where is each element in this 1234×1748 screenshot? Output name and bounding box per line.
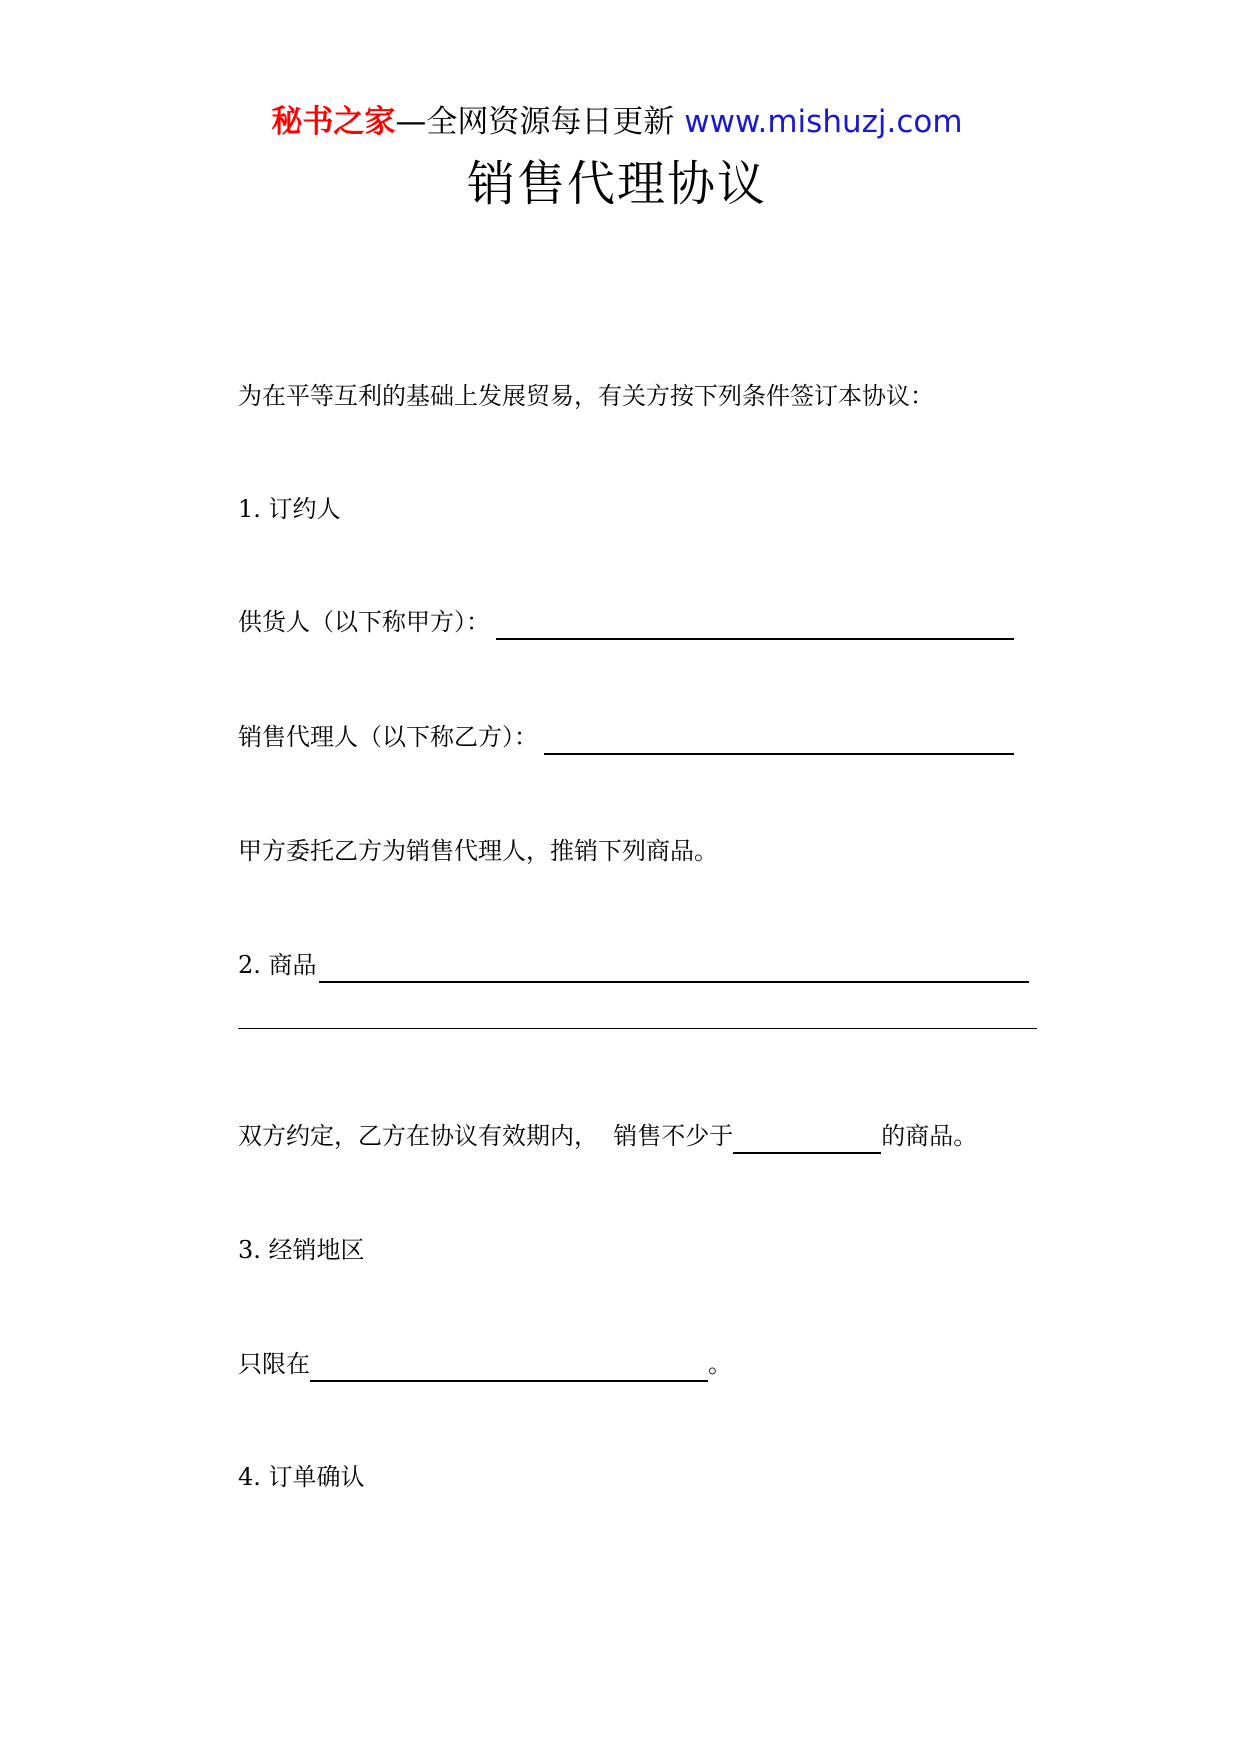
sales-quantity-blank-field[interactable]: [733, 1122, 881, 1154]
agent-line: [238, 719, 1014, 755]
section-3-heading: 3. 经销地区: [238, 1236, 365, 1264]
agreement-line: [238, 1118, 977, 1154]
region-prefix: 只限在: [238, 1350, 310, 1378]
header-slogan: —全网资源每日更新: [395, 104, 675, 140]
goods-blank-field-second-line[interactable]: [238, 1028, 1037, 1029]
agent-blank-field[interactable]: [544, 723, 1014, 755]
intro-paragraph: 为在平等互利的基础上发展贸易，有关方按下列条件签订本协议：: [238, 382, 934, 410]
section-2-heading: 2. 商品: [238, 951, 317, 979]
brand-name: 秘书之家: [271, 104, 396, 140]
region-line: [238, 1346, 732, 1382]
supplier-line: [238, 604, 1014, 640]
goods-blank-field[interactable]: [319, 951, 1029, 983]
supplier-label: 供货人（以下称甲方）：: [238, 608, 490, 636]
agent-label: 销售代理人（以下称乙方）：: [238, 723, 538, 751]
section-4-heading: 4. 订单确认: [238, 1463, 365, 1491]
region-suffix: 。: [708, 1350, 732, 1378]
region-blank-field[interactable]: [310, 1350, 708, 1382]
supplier-blank-field[interactable]: [496, 608, 1014, 640]
site-url-link[interactable]: www.mishuzj.com: [684, 104, 963, 140]
agreement-suffix: 的商品。: [881, 1122, 978, 1150]
agreement-prefix: 双方约定，乙方在协议有效期内， 销售不少于: [238, 1122, 734, 1150]
section-1-heading: 1. 订约人: [238, 495, 341, 523]
document-title: 销售代理协议: [466, 156, 767, 212]
entrust-paragraph: 甲方委托乙方为销售代理人，推销下列商品。: [238, 837, 718, 865]
site-header: [0, 100, 1234, 144]
goods-line: [238, 947, 1029, 983]
